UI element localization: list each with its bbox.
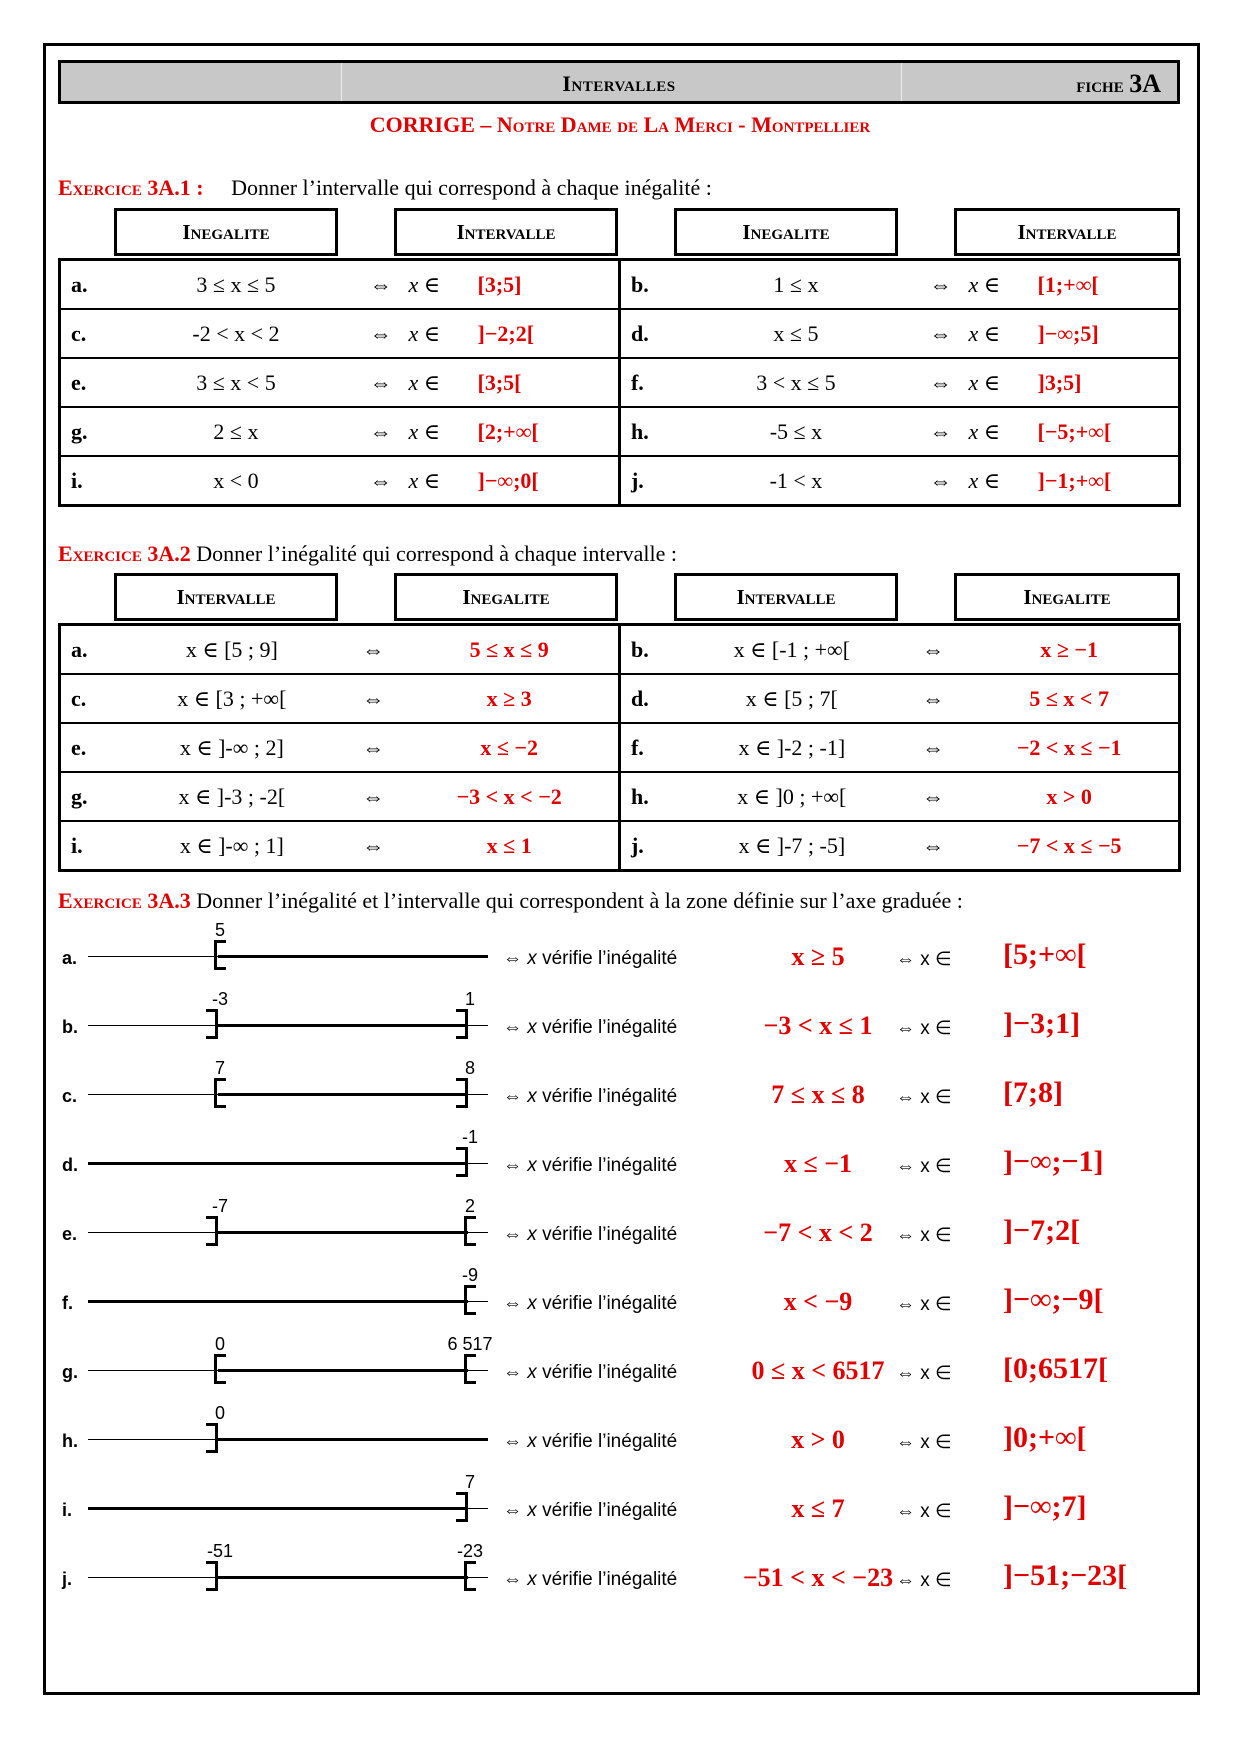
tick-label: 0 xyxy=(214,1334,226,1354)
verifie-label xyxy=(503,1017,677,1039)
answer-inequality: 0 ≤ x < 6517 xyxy=(751,1356,885,1385)
answer-inequality: 7 ≤ x ≤ 8 xyxy=(771,1080,865,1109)
x-in-label: x ∈ xyxy=(968,309,1037,358)
verifie-label xyxy=(503,1086,677,1108)
answer-interval: [0;6517[ xyxy=(1003,1352,1108,1385)
interval: x ∈ [5 ; 9] xyxy=(118,625,346,675)
row-letter: h. xyxy=(619,772,677,821)
subtitle: CORRIGE – Notre Dame de La Merci - Montpellier xyxy=(369,112,871,137)
highlighted-zone xyxy=(218,1438,488,1441)
equiv-symbol: ⇔ xyxy=(503,1500,522,1521)
answer-interval: ]−2;2[ xyxy=(478,309,620,358)
ex2-col-int-right: Intervalle xyxy=(674,573,898,621)
equiv-symbol: ⇔ xyxy=(503,1362,522,1383)
highlighted-zone xyxy=(88,1507,468,1510)
answer-interval: [2;+∞[ xyxy=(478,407,620,456)
answer-inequality: −2 < x ≤ −1 xyxy=(960,723,1179,772)
inequality: x < 0 xyxy=(119,456,353,506)
x-in-label: x ∈ xyxy=(968,260,1037,310)
table-row xyxy=(60,456,1180,506)
bracket-left xyxy=(206,1009,218,1039)
equiv-symbol: ⇔ xyxy=(353,260,409,310)
x-var: x xyxy=(527,1086,537,1107)
row-letter: a. xyxy=(60,260,120,310)
axis-row xyxy=(58,1403,1198,1463)
row-letter: f. xyxy=(62,1293,73,1313)
verifie-text: vérifie l’inégalité xyxy=(542,1500,678,1521)
x-in-label: x ∈ xyxy=(409,407,478,456)
verifie-label xyxy=(503,1569,677,1591)
equiv-symbol: ⇔ xyxy=(913,358,969,407)
axis-row xyxy=(58,1058,1198,1118)
title-bar xyxy=(58,60,1180,104)
tick-label: 0 xyxy=(214,1403,226,1423)
row-letter: d. xyxy=(619,309,679,358)
table-row xyxy=(60,723,1180,772)
answer-inequality: −3 < x ≤ 1 xyxy=(763,1011,873,1040)
inequality: 3 < x ≤ 5 xyxy=(679,358,913,407)
inequality: 3 ≤ x < 5 xyxy=(119,358,353,407)
equiv-symbol: ⇔ xyxy=(353,309,409,358)
tick-label: -3 xyxy=(211,989,229,1009)
tick-label: 7 xyxy=(214,1058,226,1078)
verifie-label xyxy=(503,1431,677,1453)
row-letter: e. xyxy=(60,723,118,772)
x-in-label: x ∈ xyxy=(968,456,1037,506)
equiv-symbol: ⇔ xyxy=(503,1431,522,1452)
ex1-table xyxy=(58,258,1181,507)
table-row xyxy=(60,358,1180,407)
tick-label: 8 xyxy=(464,1058,476,1078)
verifie-text: vérifie l’inégalité xyxy=(542,1155,678,1176)
highlighted-zone xyxy=(218,1093,468,1096)
x-in-label: x ∈ xyxy=(409,456,478,506)
interval: x ∈ [3 ; +∞[ xyxy=(118,674,346,723)
ex2-col-ineq-right: Inegalite xyxy=(954,573,1180,621)
answer-interval: ]0;+∞[ xyxy=(1003,1421,1087,1454)
verifie-text: vérifie l’inégalité xyxy=(542,1431,678,1452)
row-letter: b. xyxy=(619,625,677,675)
tick-label: -23 xyxy=(456,1541,484,1561)
answer-interval: [7;8] xyxy=(1003,1076,1063,1109)
equiv-symbol: ⇔ xyxy=(503,1155,522,1176)
interval: x ∈ ]-2 ; -1] xyxy=(678,723,906,772)
interval: x ∈ ]-∞ ; 2] xyxy=(118,723,346,772)
x-in-label: x ∈ xyxy=(968,407,1037,456)
page-title: Intervalles xyxy=(562,71,676,96)
equiv-symbol: ⇔ xyxy=(346,625,400,675)
tick-label: 5 xyxy=(214,920,226,940)
verifie-text: vérifie l’inégalité xyxy=(542,948,678,969)
answer-inequality: x > 0 xyxy=(791,1425,845,1454)
interval: x ∈ ]-7 ; -5] xyxy=(678,821,906,871)
inequality: -5 ≤ x xyxy=(679,407,913,456)
x-in-label: x ∈ xyxy=(409,260,478,310)
row-letter: h. xyxy=(619,407,679,456)
verifie-label xyxy=(503,1293,677,1315)
interval: x ∈ ]-3 ; -2[ xyxy=(118,772,346,821)
interval: x ∈ ]-∞ ; 1] xyxy=(118,821,346,871)
equiv-symbol: ⇔ xyxy=(503,1224,522,1245)
row-letter: i. xyxy=(60,821,118,871)
bracket-left xyxy=(214,940,226,970)
ex2-heading: Exercice 3A.2 Donner l’inégalité qui correspond à chaque intervalle : xyxy=(58,541,678,566)
highlighted-zone xyxy=(218,1231,468,1234)
inequality: 2 ≤ x xyxy=(119,407,353,456)
equiv-symbol: ⇔ xyxy=(906,772,960,821)
verifie-text: vérifie l’inégalité xyxy=(542,1086,678,1107)
highlighted-zone xyxy=(218,955,488,958)
answer-inequality: x ≤ −2 xyxy=(400,723,619,772)
x-in-label: ⇔ x ∈ xyxy=(896,1570,952,1591)
x-var: x xyxy=(527,1362,537,1383)
row-letter: d. xyxy=(619,674,677,723)
bracket-right xyxy=(456,1078,468,1108)
equiv-symbol: ⇔ xyxy=(503,1293,522,1314)
row-letter: b. xyxy=(62,1017,78,1037)
x-var: x xyxy=(527,1293,537,1314)
inequality: 1 ≤ x xyxy=(679,260,913,310)
equiv-symbol: ⇔ xyxy=(503,948,522,969)
answer-interval: ]−3;1] xyxy=(1003,1007,1081,1040)
answer-interval: ]3;5] xyxy=(1038,358,1180,407)
verifie-text: vérifie l’inégalité xyxy=(542,1224,678,1245)
answer-interval: [−5;+∞[ xyxy=(1038,407,1180,456)
equiv-symbol: ⇔ xyxy=(346,772,400,821)
x-in-label: x ∈ xyxy=(968,358,1037,407)
row-letter: a. xyxy=(62,948,78,968)
equiv-symbol: ⇔ xyxy=(353,358,409,407)
row-letter: f. xyxy=(619,358,679,407)
row-letter: b. xyxy=(619,260,679,310)
bracket-right xyxy=(464,1354,476,1384)
table-row xyxy=(60,674,1180,723)
answer-inequality: 5 ≤ x < 7 xyxy=(960,674,1179,723)
answer-inequality: x ≤ −1 xyxy=(783,1149,853,1178)
x-in-label: ⇔ x ∈ xyxy=(896,1363,952,1384)
axis-row xyxy=(58,1265,1198,1325)
verifie-label xyxy=(503,1362,677,1384)
x-in-label: ⇔ x ∈ xyxy=(896,1501,952,1522)
equiv-symbol: ⇔ xyxy=(346,723,400,772)
row-letter: f. xyxy=(619,723,677,772)
row-letter: c. xyxy=(62,1086,78,1106)
ex3-heading: Exercice 3A.3 Donner l’inégalité et l’intervalle qui correspondent à la zone définie sur l’axe graduée : xyxy=(58,888,963,913)
table-row xyxy=(60,309,1180,358)
ex2-col-ineq-left: Inegalite xyxy=(394,573,618,621)
ex1-col-int-right: Intervalle xyxy=(954,208,1180,256)
verifie-label xyxy=(503,1500,677,1522)
x-in-label: x ∈ xyxy=(409,309,478,358)
equiv-symbol: ⇔ xyxy=(906,821,960,871)
row-letter: g. xyxy=(62,1362,78,1382)
answer-interval: ]−∞;5] xyxy=(1038,309,1180,358)
inequality: 3 ≤ x ≤ 5 xyxy=(119,260,353,310)
ex1-col-int-left: Intervalle xyxy=(394,208,618,256)
row-letter: e. xyxy=(60,358,120,407)
row-letter: i. xyxy=(60,456,120,506)
answer-inequality: −7 < x ≤ −5 xyxy=(960,821,1179,871)
answer-inequality: x < −9 xyxy=(783,1287,853,1316)
highlighted-zone xyxy=(218,1576,468,1579)
x-in-label: ⇔ x ∈ xyxy=(896,1018,952,1039)
equiv-symbol: ⇔ xyxy=(913,260,969,310)
answer-inequality: x > 0 xyxy=(960,772,1179,821)
axis-row xyxy=(58,1196,1198,1256)
tick-label: -9 xyxy=(461,1265,479,1285)
answer-inequality: −7 < x < 2 xyxy=(763,1218,873,1247)
row-letter: c. xyxy=(60,309,120,358)
tick-label: -7 xyxy=(211,1196,229,1216)
highlighted-zone xyxy=(88,1162,468,1165)
axis-row xyxy=(58,1472,1198,1532)
row-letter: e. xyxy=(62,1224,78,1244)
inequality: -1 < x xyxy=(679,456,913,506)
row-letter: j. xyxy=(62,1569,73,1589)
answer-inequality: x ≤ 1 xyxy=(400,821,619,871)
verifie-label xyxy=(503,1224,677,1246)
fiche-label: fiche 3A xyxy=(1076,69,1161,98)
answer-interval: ]−∞;−9[ xyxy=(1003,1283,1104,1316)
answer-inequality: x ≤ 7 xyxy=(791,1494,845,1523)
bracket-left xyxy=(206,1216,218,1246)
table-row xyxy=(60,260,1180,310)
tick-label: -51 xyxy=(206,1541,234,1561)
inequality: -2 < x < 2 xyxy=(119,309,353,358)
x-in-label: ⇔ x ∈ xyxy=(896,1156,952,1177)
bracket-left xyxy=(206,1561,218,1591)
equiv-symbol: ⇔ xyxy=(913,407,969,456)
verifie-text: vérifie l’inégalité xyxy=(542,1017,678,1038)
x-var: x xyxy=(527,1155,537,1176)
equiv-symbol: ⇔ xyxy=(346,674,400,723)
table-row xyxy=(60,407,1180,456)
ex1-col-ineq-right: Inegalite xyxy=(674,208,898,256)
row-letter: g. xyxy=(60,772,118,821)
answer-interval: [5;+∞[ xyxy=(1003,938,1087,971)
table-row xyxy=(60,772,1180,821)
equiv-symbol: ⇔ xyxy=(346,821,400,871)
bracket-right xyxy=(464,1216,476,1246)
row-letter: a. xyxy=(60,625,118,675)
axis-row xyxy=(58,1334,1198,1394)
bracket-left xyxy=(214,1354,226,1384)
verifie-label xyxy=(503,1155,677,1177)
interval: x ∈ [5 ; 7[ xyxy=(678,674,906,723)
bracket-right xyxy=(464,1561,476,1591)
equiv-symbol: ⇔ xyxy=(503,1086,522,1107)
bracket-right xyxy=(456,1009,468,1039)
verifie-label xyxy=(503,948,677,970)
row-letter: h. xyxy=(62,1431,78,1451)
answer-interval: [3;5] xyxy=(478,260,620,310)
tick-label: 2 xyxy=(464,1196,476,1216)
x-var: x xyxy=(527,1500,537,1521)
ex2-table xyxy=(58,623,1181,872)
x-var: x xyxy=(527,1431,537,1452)
interval: x ∈ ]0 ; +∞[ xyxy=(678,772,906,821)
answer-inequality: x ≥ 5 xyxy=(791,942,845,971)
equiv-symbol: ⇔ xyxy=(906,723,960,772)
highlighted-zone xyxy=(218,1369,468,1372)
verifie-text: vérifie l’inégalité xyxy=(542,1293,678,1314)
answer-interval: ]−∞;7] xyxy=(1003,1490,1087,1523)
verifie-text: vérifie l’inégalité xyxy=(542,1569,678,1590)
answer-interval: ]−∞;0[ xyxy=(478,456,620,506)
x-in-label: ⇔ x ∈ xyxy=(896,1294,952,1315)
x-var: x xyxy=(527,1569,537,1590)
verifie-text: vérifie l’inégalité xyxy=(542,1362,678,1383)
row-letter: g. xyxy=(60,407,120,456)
x-in-label: ⇔ x ∈ xyxy=(896,949,952,970)
equiv-symbol: ⇔ xyxy=(913,309,969,358)
x-in-label: ⇔ x ∈ xyxy=(896,1432,952,1453)
answer-interval: ]−7;2[ xyxy=(1003,1214,1081,1247)
axis-row xyxy=(58,989,1198,1049)
axis-row xyxy=(58,1541,1198,1601)
row-letter: j. xyxy=(619,456,679,506)
x-var: x xyxy=(527,948,537,969)
x-var: x xyxy=(527,1017,537,1038)
highlighted-zone xyxy=(218,1024,468,1027)
row-letter: c. xyxy=(60,674,118,723)
bracket-right xyxy=(456,1147,468,1177)
answer-interval: ]−51;−23[ xyxy=(1003,1559,1128,1592)
inequality: x ≤ 5 xyxy=(679,309,913,358)
ex2-col-int-left: Intervalle xyxy=(114,573,338,621)
tick-label: 1 xyxy=(464,989,476,1009)
ex1-col-ineq-left: Inegalite xyxy=(114,208,338,256)
bracket-left xyxy=(206,1423,218,1453)
row-letter: j. xyxy=(619,821,677,871)
x-in-label: ⇔ x ∈ xyxy=(896,1087,952,1108)
equiv-symbol: ⇔ xyxy=(353,456,409,506)
table-row xyxy=(60,821,1180,871)
x-in-label: ⇔ x ∈ xyxy=(896,1225,952,1246)
bracket-right xyxy=(464,1285,476,1315)
tick-label: 7 xyxy=(464,1472,476,1492)
equiv-symbol: ⇔ xyxy=(503,1017,522,1038)
table-row xyxy=(60,625,1180,675)
highlighted-zone xyxy=(88,1300,468,1303)
equiv-symbol: ⇔ xyxy=(906,625,960,675)
equiv-symbol: ⇔ xyxy=(906,674,960,723)
ex1-heading: Exercice 3A.1 : Donner l’intervalle qui correspond à chaque inégalité : xyxy=(58,175,712,200)
axis-row xyxy=(58,920,1198,980)
interval: x ∈ [-1 ; +∞[ xyxy=(678,625,906,675)
answer-inequality: −51 < x < −23 xyxy=(742,1563,894,1592)
x-var: x xyxy=(527,1224,537,1245)
x-in-label: x ∈ xyxy=(409,358,478,407)
bracket-left xyxy=(214,1078,226,1108)
axis-row xyxy=(58,1127,1198,1187)
answer-inequality: x ≥ 3 xyxy=(400,674,619,723)
row-letter: i. xyxy=(62,1500,73,1520)
answer-inequality: x ≥ −1 xyxy=(960,625,1179,675)
equiv-symbol: ⇔ xyxy=(503,1569,522,1590)
equiv-symbol: ⇔ xyxy=(913,456,969,506)
answer-interval: [3;5[ xyxy=(478,358,620,407)
tick-label: 6 517 xyxy=(447,1334,493,1354)
equiv-symbol: ⇔ xyxy=(353,407,409,456)
answer-interval: ]−1;+∞[ xyxy=(1038,456,1180,506)
tick-label: -1 xyxy=(461,1127,479,1147)
bracket-right xyxy=(456,1492,468,1522)
row-letter: d. xyxy=(62,1155,78,1175)
answer-inequality: −3 < x < −2 xyxy=(400,772,619,821)
answer-interval: [1;+∞[ xyxy=(1038,260,1180,310)
answer-inequality: 5 ≤ x ≤ 9 xyxy=(400,625,619,675)
answer-interval: ]−∞;−1] xyxy=(1003,1145,1104,1178)
